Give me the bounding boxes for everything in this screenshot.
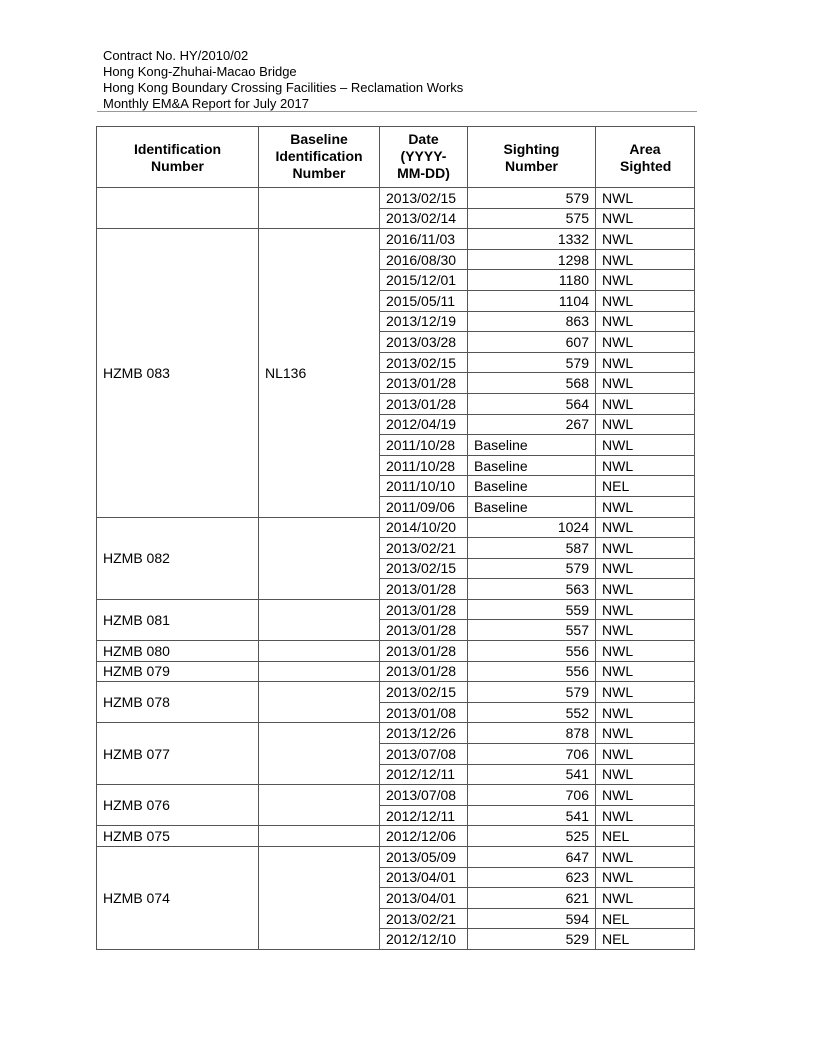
sighting-number-cell: 594: [468, 908, 596, 929]
table-row: [97, 682, 695, 703]
area-sighted-cell: NWL: [596, 414, 695, 435]
identification-number-cell: HZMB 083: [97, 229, 259, 517]
table-row: [97, 847, 695, 868]
sighting-number-cell: 863: [468, 311, 596, 332]
baseline-id-cell: [259, 641, 380, 662]
baseline-id-cell: [259, 723, 380, 785]
area-sighted-cell: NEL: [596, 476, 695, 497]
sighting-number-cell: 525: [468, 826, 596, 847]
date-cell: 2013/12/19: [380, 311, 468, 332]
sighting-number-cell: 559: [468, 599, 596, 620]
baseline-id-cell: [259, 599, 380, 640]
date-cell: 2013/01/28: [380, 393, 468, 414]
baseline-id-cell: [259, 847, 380, 950]
date-cell: 2012/12/11: [380, 764, 468, 785]
sighting-number-cell: Baseline: [468, 496, 596, 517]
area-sighted-cell: NEL: [596, 929, 695, 950]
identification-number-cell: HZMB 078: [97, 682, 259, 723]
area-sighted-cell: NWL: [596, 455, 695, 476]
date-cell: 2013/04/01: [380, 867, 468, 888]
header-report-title: Monthly EM&A Report for July 2017: [103, 96, 309, 111]
sighting-number-cell: 607: [468, 332, 596, 353]
table-row: [97, 723, 695, 744]
header-project: Hong Kong-Zhuhai-Macao Bridge: [103, 64, 297, 79]
date-cell: 2013/02/14: [380, 208, 468, 229]
area-sighted-cell: NWL: [596, 517, 695, 538]
area-sighted-cell: NWL: [596, 290, 695, 311]
date-cell: 2013/01/28: [380, 373, 468, 394]
area-sighted-cell: NWL: [596, 641, 695, 662]
sighting-number-cell: 557: [468, 620, 596, 641]
date-cell: 2011/10/28: [380, 455, 468, 476]
identification-number-cell: [97, 188, 259, 229]
sighting-number-cell: 541: [468, 805, 596, 826]
table-row: [97, 517, 695, 538]
area-sighted-cell: NWL: [596, 229, 695, 250]
area-sighted-cell: NWL: [596, 249, 695, 270]
identification-number-cell: HZMB 082: [97, 517, 259, 599]
area-sighted-cell: NWL: [596, 558, 695, 579]
sighting-number-cell: 623: [468, 867, 596, 888]
area-sighted-cell: NWL: [596, 496, 695, 517]
date-cell: 2011/09/06: [380, 496, 468, 517]
date-cell: 2013/04/01: [380, 888, 468, 909]
date-cell: 2013/02/21: [380, 908, 468, 929]
header-divider: [97, 111, 697, 112]
table-row: [97, 826, 695, 847]
date-cell: 2013/01/28: [380, 641, 468, 662]
sighting-number-cell: 706: [468, 744, 596, 765]
identification-number-cell: HZMB 075: [97, 826, 259, 847]
table-body: [97, 188, 695, 950]
area-sighted-cell: NEL: [596, 826, 695, 847]
area-sighted-cell: NWL: [596, 764, 695, 785]
area-sighted-cell: NWL: [596, 620, 695, 641]
sighting-number-cell: 552: [468, 702, 596, 723]
date-cell: 2012/12/10: [380, 929, 468, 950]
baseline-id-cell: [259, 188, 380, 229]
area-sighted-cell: NWL: [596, 208, 695, 229]
date-cell: 2013/01/28: [380, 661, 468, 682]
sighting-number-cell: 267: [468, 414, 596, 435]
date-cell: 2012/12/11: [380, 805, 468, 826]
sighting-number-cell: Baseline: [468, 476, 596, 497]
sighting-number-cell: 1332: [468, 229, 596, 250]
date-cell: 2014/10/20: [380, 517, 468, 538]
date-cell: 2013/12/26: [380, 723, 468, 744]
area-sighted-cell: NWL: [596, 847, 695, 868]
baseline-id-cell: [259, 785, 380, 826]
area-sighted-cell: NWL: [596, 538, 695, 559]
sighting-table: [96, 126, 695, 950]
sighting-number-cell: 579: [468, 682, 596, 703]
date-cell: 2015/12/01: [380, 270, 468, 291]
sighting-number-cell: Baseline: [468, 435, 596, 456]
sighting-number-cell: 706: [468, 785, 596, 806]
area-sighted-cell: NEL: [596, 908, 695, 929]
col-header-area-sighted: Area Sighted: [596, 127, 695, 188]
table-row: [97, 599, 695, 620]
sighting-number-cell: 579: [468, 558, 596, 579]
date-cell: 2013/07/08: [380, 744, 468, 765]
sighting-number-cell: 564: [468, 393, 596, 414]
area-sighted-cell: NWL: [596, 188, 695, 209]
header-works: Hong Kong Boundary Crossing Facilities – Reclamation Works: [103, 80, 464, 95]
area-sighted-cell: NWL: [596, 867, 695, 888]
date-cell: 2013/01/28: [380, 599, 468, 620]
area-sighted-cell: NWL: [596, 805, 695, 826]
baseline-id-cell: NL136: [259, 229, 380, 517]
sighting-number-cell: 556: [468, 641, 596, 662]
date-cell: 2013/02/15: [380, 188, 468, 209]
sighting-number-cell: 1180: [468, 270, 596, 291]
area-sighted-cell: NWL: [596, 599, 695, 620]
date-cell: 2013/07/08: [380, 785, 468, 806]
identification-number-cell: HZMB 079: [97, 661, 259, 682]
area-sighted-cell: NWL: [596, 785, 695, 806]
area-sighted-cell: NWL: [596, 661, 695, 682]
identification-number-cell: HZMB 081: [97, 599, 259, 640]
area-sighted-cell: NWL: [596, 332, 695, 353]
table-header-row: [97, 127, 695, 188]
sighting-number-cell: 529: [468, 929, 596, 950]
sighting-number-cell: 621: [468, 888, 596, 909]
date-cell: 2012/04/19: [380, 414, 468, 435]
area-sighted-cell: NWL: [596, 311, 695, 332]
baseline-id-cell: [259, 517, 380, 599]
date-cell: 2013/02/21: [380, 538, 468, 559]
sighting-number-cell: 1298: [468, 249, 596, 270]
date-cell: 2016/08/30: [380, 249, 468, 270]
area-sighted-cell: NWL: [596, 373, 695, 394]
date-cell: 2011/10/28: [380, 435, 468, 456]
col-header-date: Date (YYYY-MM-DD): [380, 127, 468, 188]
date-cell: 2015/05/11: [380, 290, 468, 311]
date-cell: 2011/10/10: [380, 476, 468, 497]
sighting-number-cell: 1104: [468, 290, 596, 311]
col-header-sighting-number: Sighting Number: [468, 127, 596, 188]
baseline-id-cell: [259, 682, 380, 723]
date-cell: 2013/01/28: [380, 620, 468, 641]
area-sighted-cell: NWL: [596, 393, 695, 414]
identification-number-cell: HZMB 076: [97, 785, 259, 826]
table-row: [97, 229, 695, 250]
baseline-id-cell: [259, 826, 380, 847]
sighting-number-cell: 579: [468, 188, 596, 209]
area-sighted-cell: NWL: [596, 744, 695, 765]
identification-number-cell: HZMB 080: [97, 641, 259, 662]
col-header-baseline-id: Baseline Identification Number: [259, 127, 380, 188]
area-sighted-cell: NWL: [596, 682, 695, 703]
date-cell: 2012/12/06: [380, 826, 468, 847]
sighting-number-cell: 878: [468, 723, 596, 744]
date-cell: 2013/01/08: [380, 702, 468, 723]
sighting-number-cell: 568: [468, 373, 596, 394]
header-contract-no: Contract No. HY/2010/02: [103, 48, 249, 63]
date-cell: 2013/02/15: [380, 352, 468, 373]
sighting-number-cell: 1024: [468, 517, 596, 538]
sighting-number-cell: 541: [468, 764, 596, 785]
sighting-number-cell: Baseline: [468, 455, 596, 476]
area-sighted-cell: NWL: [596, 352, 695, 373]
area-sighted-cell: NWL: [596, 702, 695, 723]
date-cell: 2013/02/15: [380, 558, 468, 579]
sighting-number-cell: 556: [468, 661, 596, 682]
area-sighted-cell: NWL: [596, 888, 695, 909]
table-row: [97, 188, 695, 209]
sighting-number-cell: 575: [468, 208, 596, 229]
date-cell: 2016/11/03: [380, 229, 468, 250]
sighting-number-cell: 587: [468, 538, 596, 559]
table-row: [97, 785, 695, 806]
date-cell: 2013/03/28: [380, 332, 468, 353]
area-sighted-cell: NWL: [596, 723, 695, 744]
table-row: [97, 641, 695, 662]
date-cell: 2013/05/09: [380, 847, 468, 868]
area-sighted-cell: NWL: [596, 270, 695, 291]
area-sighted-cell: NWL: [596, 435, 695, 456]
baseline-id-cell: [259, 661, 380, 682]
sighting-number-cell: 563: [468, 579, 596, 600]
area-sighted-cell: NWL: [596, 579, 695, 600]
date-cell: 2013/02/15: [380, 682, 468, 703]
date-cell: 2013/01/28: [380, 579, 468, 600]
document-header: [103, 48, 463, 112]
identification-number-cell: HZMB 077: [97, 723, 259, 785]
col-header-identification-number: Identification Number: [97, 127, 259, 188]
sighting-number-cell: 579: [468, 352, 596, 373]
table-row: [97, 661, 695, 682]
identification-number-cell: HZMB 074: [97, 847, 259, 950]
sighting-number-cell: 647: [468, 847, 596, 868]
